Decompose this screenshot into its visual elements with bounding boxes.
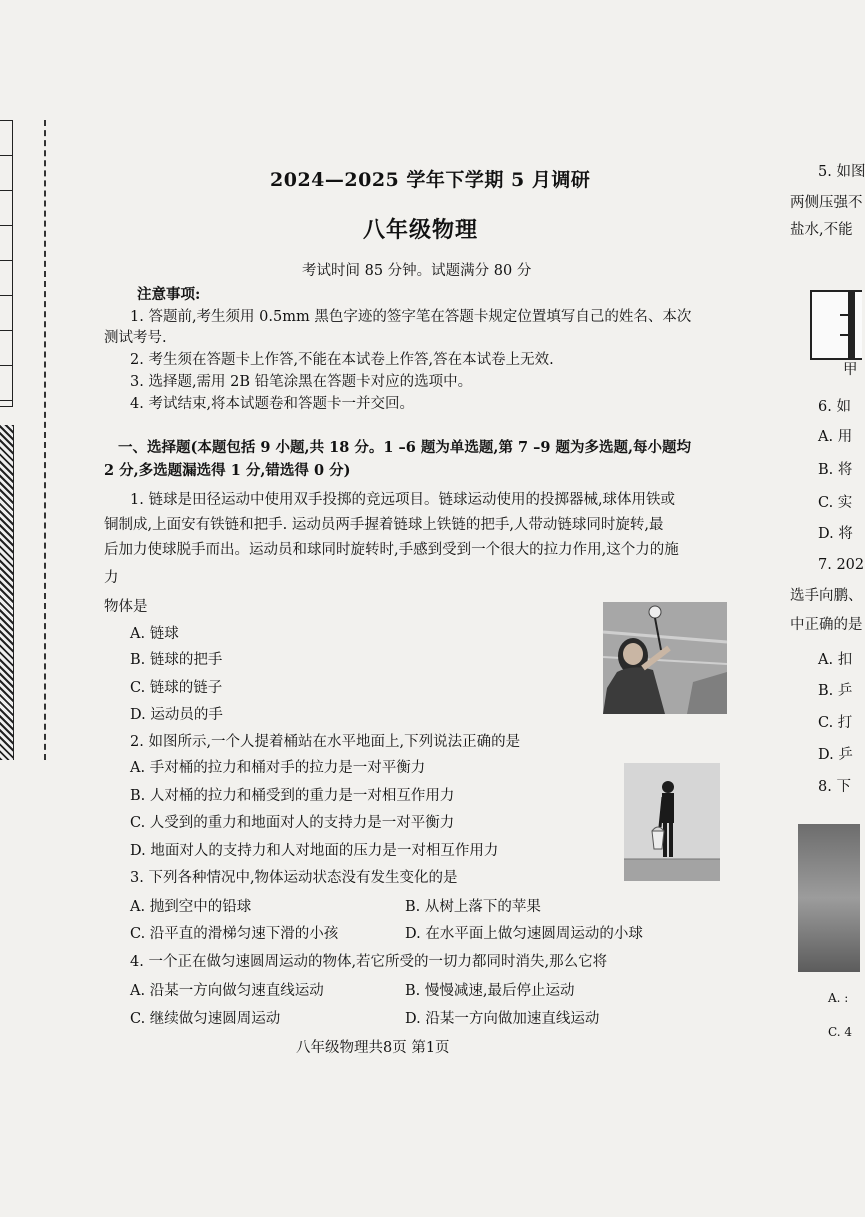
q7-option-a: A. 扣 [818,652,853,668]
answer-box-grid [0,120,13,407]
subject-title: 八年级物理 [363,217,479,243]
q1-line-5: 物体是 [104,599,148,615]
q1-line-3: 后加力使球脱手而出。运动员和球同时旋转时,手感到受到一个很大的拉力作用,这个力的施 [104,542,679,558]
q7-line-2: 选手向鹏、 [790,588,863,604]
diagram-label: 甲 [843,362,858,378]
note-4: 4. 考试结束,将本试题卷和答题卡一并交回。 [130,396,415,412]
exam-info: 考试时间 85 分钟。试题满分 80 分 [302,263,532,279]
q2-option-b: B. 人对桶的拉力和桶受到的重力是一对相互作用力 [130,788,455,804]
section-heading-cont: 2 分,多选题漏选得 1 分,错选得 0 分) [104,462,351,479]
q3-stem: 3. 下列各种情况中,物体运动状态没有发生变化的是 [130,870,458,886]
q3-option-a: A. 抛到空中的铅球 [130,899,252,915]
pressure-diagram [810,290,862,360]
q2-option-d: D. 地面对人的支持力和人对地面的压力是一对相互作用力 [130,843,499,859]
binding-dashed-line [44,120,46,760]
note-1-cont: 测试考号. [104,330,167,346]
q7-option-c: C. 打 [818,715,853,731]
q7-option-b: B. 乒 [818,683,853,699]
q2-option-a: A. 手对桶的拉力和桶对手的拉力是一对平衡力 [130,760,426,776]
q4-option-d: D. 沿某一方向做加速直线运动 [405,1011,600,1027]
q3-option-d: D. 在水平面上做匀速圆周运动的小球 [405,926,643,942]
q3-option-c: C. 沿平直的滑梯匀速下滑的小孩 [130,926,339,942]
q6-option-a: A. 用 [818,429,853,445]
q5-line-3: 盐水,不能 [790,222,853,238]
note-3: 3. 选择题,需用 2B 铅笔涂黑在答题卡对应的选项中。 [130,374,473,390]
q5-line-2: 两侧压强不 [790,195,863,211]
q6-option-d: D. 将 [818,526,853,542]
q6-option-b: B. 将 [818,462,853,478]
binding-pattern [0,425,14,760]
q3-option-b: B. 从树上落下的苹果 [405,899,541,915]
q7-stem: 7. 202 [818,557,865,573]
page-footer: 八年级物理共8页 第1页 [296,1040,450,1056]
q1-line-1: 1. 链球是田径运动中使用双手投掷的竞远项目。链球运动使用的投掷器械,球体用铁或 [130,492,676,508]
note-1: 1. 答题前,考生须用 0.5mm 黑色字迹的签字笔在答题卡规定位置填写自己的姓名、本次 [130,309,692,325]
q7-option-d: D. 乒 [818,747,853,763]
q8-option-a: A. : [828,991,849,1005]
note-2: 2. 考生须在答题卡上作答,不能在本试卷上作答,答在本试卷上无效. [130,352,554,368]
q1-option-a: A. 链球 [130,626,179,642]
bucket-person-photo [624,763,720,881]
q6-option-c: C. 实 [818,495,853,511]
exam-title: 2024—2025 学年下学期 5 月调研 [270,169,591,191]
q2-stem: 2. 如图所示,一个人提着桶站在水平地面上,下列说法正确的是 [130,734,521,750]
q1-option-c: C. 链球的链子 [130,680,223,696]
q2-option-c: C. 人受到的重力和地面对人的支持力是一对平衡力 [130,815,455,831]
notes-heading: 注意事项: [137,286,201,303]
q4-option-b: B. 慢慢减速,最后停止运动 [405,983,575,999]
q5-line-1: 5. 如图 [818,164,865,180]
q1-option-d: D. 运动员的手 [130,707,223,723]
q8-stem: 8. 下 [818,779,851,795]
q8-option-c: C. 4 [828,1025,853,1039]
hammer-throw-photo [603,602,727,714]
q4-option-c: C. 继续做匀速圆周运动 [130,1011,281,1027]
q7-line-3: 中正确的是 [790,617,863,633]
q6-stem: 6. 如 [818,399,851,415]
q4-stem: 4. 一个正在做匀速圆周运动的物体,若它所受的一切力都同时消失,那么它将 [130,954,608,970]
section-heading: 一、选择题(本题包括 9 小题,共 18 分。1 –6 题为单选题,第 7 –9 题为多选题,每小题均 [118,439,692,456]
q4-option-a: A. 沿某一方向做匀速直线运动 [130,983,324,999]
q1-line-2: 铜制成,上面安有铁链和把手. 运动员两手握着链球上铁链的把手,人带动链球同时旋转,最 [104,517,664,533]
q8-photo [798,824,860,972]
q1-option-b: B. 链球的把手 [130,652,223,668]
q1-line-4: 力 [104,570,119,586]
